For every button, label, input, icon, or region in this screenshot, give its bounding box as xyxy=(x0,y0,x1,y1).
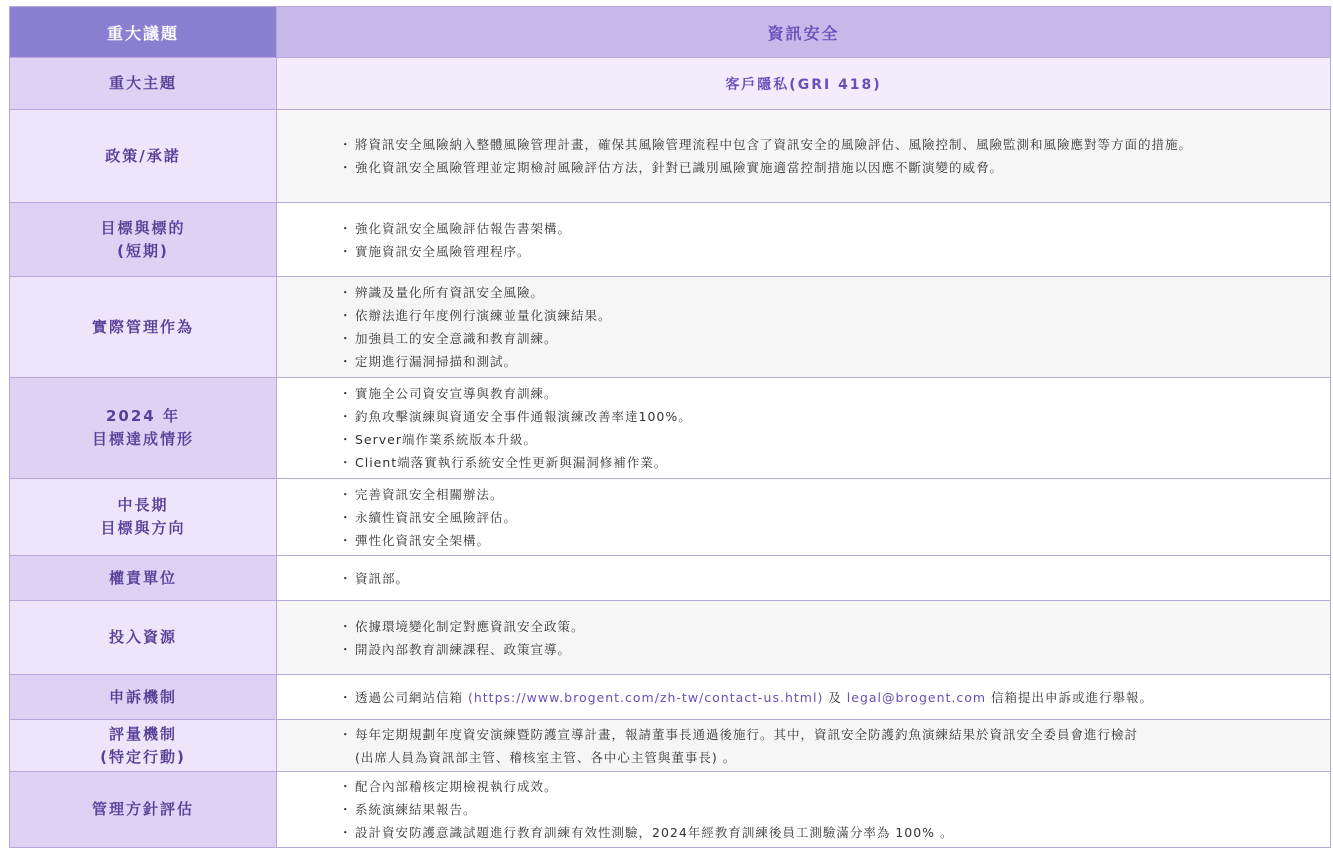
row-label: 申訴機制 xyxy=(10,675,277,720)
list-item: ・ 每年定期規劃年度資安演練暨防護宣導計畫，報請董事長通過後施行。其中，資訊安全防護釣魚演練結果於資訊安全委員會進行檢討 xyxy=(339,726,1139,742)
table-row xyxy=(10,378,1331,479)
header-right: 資訊安全 xyxy=(277,7,1331,58)
subheader-right: 客戶隱私(GRI 418) xyxy=(277,58,1331,110)
subheader-row xyxy=(10,58,1331,110)
list-item: ・ 開設內部教育訓練課程、政策宣導。 xyxy=(339,641,572,657)
row-label: 實際管理作為 xyxy=(10,277,277,378)
list-item: ・ 辨識及量化所有資訊安全風險。 xyxy=(339,285,545,300)
row-label: 政策/承諾 xyxy=(10,110,277,203)
list-item: ・ 資訊部。 xyxy=(339,570,410,586)
table-row xyxy=(10,110,1331,203)
row-content xyxy=(277,203,1331,277)
material-issue-table xyxy=(9,6,1331,848)
table-row xyxy=(10,479,1331,556)
list-item: ・ 彈性化資訊安全架構。 xyxy=(339,532,491,548)
issue-table-wrapper xyxy=(9,6,1330,848)
row-content xyxy=(277,675,1331,720)
row-content xyxy=(277,378,1331,479)
list-item: ・ 依辦法進行年度例行演練並量化演練結果。 xyxy=(339,308,612,323)
row-content xyxy=(277,110,1331,203)
table-row xyxy=(10,675,1331,720)
table-row xyxy=(10,772,1331,848)
list-item: ・ 強化資訊安全風險管理並定期檢討風險評估方法，針對已識別風險實施適當控制措施以因應不斷演變的威脅。 xyxy=(339,160,1004,175)
list-item: ・ 透過公司網站信箱 (https://www.brogent.com/zh-tw/contact-us.html) 及 legal@brogent.com 信箱提出申訴或進行舉報。 xyxy=(339,689,1154,705)
list-item: ・ 完善資訊安全相關辦法。 xyxy=(339,486,504,502)
list-item: ・ 定期進行漏洞掃描和測試。 xyxy=(339,354,518,369)
table-row xyxy=(10,556,1331,601)
list-item: ・ 強化資訊安全風險評估報告書架構。 xyxy=(339,220,572,236)
legal-email-link[interactable]: legal@brogent.com xyxy=(846,689,987,705)
list-item: ・ 設計資安防護意識試題進行教育訓練有效性測驗，2024年經教育訓練後員工測驗滿分率為 100% 。 xyxy=(339,825,954,840)
row-label: 管理方針評估 xyxy=(10,772,277,848)
list-item: ・ 將資訊安全風險納入整體風險管理計畫，確保其風險管理流程中包含了資訊安全的風險評估、風險控制、風險監測和風險應對等方面的措施。 xyxy=(339,137,1193,152)
list-item: ・ 實施全公司資安宣導與教育訓練。 xyxy=(339,386,558,401)
list-item: ・ 依據環境變化制定對應資訊安全政策。 xyxy=(339,618,585,634)
list-item: ・ 永續性資訊安全風險評估。 xyxy=(339,509,518,525)
list-item-continuation: (出席人員為資訊部主管、稽核室主管、各中心主管與董事長) 。 xyxy=(355,749,737,765)
header-left: 重大議題 xyxy=(10,7,277,58)
list-item: ・ 系統演練結果報告。 xyxy=(339,802,477,817)
row-label: 中長期 目標與方向 xyxy=(10,479,277,556)
list-item: ・ 實施資訊安全風險管理程序。 xyxy=(339,243,531,259)
table-row xyxy=(10,720,1331,772)
list-item: ・ Server端作業系統版本升級。 xyxy=(339,432,537,447)
list-item: ・ 配合內部稽核定期檢視執行成效。 xyxy=(339,779,558,794)
row-content xyxy=(277,772,1331,848)
list-item: ・ 釣魚攻擊演練與資通安全事件通報演練改善率達100%。 xyxy=(339,409,692,424)
row-label: 2024 年 目標達成情形 xyxy=(10,378,277,479)
table-row xyxy=(10,203,1331,277)
row-label: 權責單位 xyxy=(10,556,277,601)
header-row xyxy=(10,7,1331,58)
row-label: 投入資源 xyxy=(10,601,277,675)
row-content xyxy=(277,556,1331,601)
row-content xyxy=(277,277,1331,378)
row-content xyxy=(277,720,1331,772)
contact-us-link[interactable]: (https://www.brogent.com/zh-tw/contact-us.html) xyxy=(467,689,824,705)
row-content xyxy=(277,479,1331,556)
row-label: 目標與標的 (短期) xyxy=(10,203,277,277)
table-row xyxy=(10,277,1331,378)
row-content xyxy=(277,601,1331,675)
list-item: ・ Client端落實執行系統安全性更新與漏洞修補作業。 xyxy=(339,455,668,470)
subheader-left: 重大主題 xyxy=(10,58,277,110)
list-item: ・ 加強員工的安全意識和教育訓練。 xyxy=(339,331,558,346)
row-label: 評量機制 (特定行動) xyxy=(10,720,277,772)
table-row xyxy=(10,601,1331,675)
